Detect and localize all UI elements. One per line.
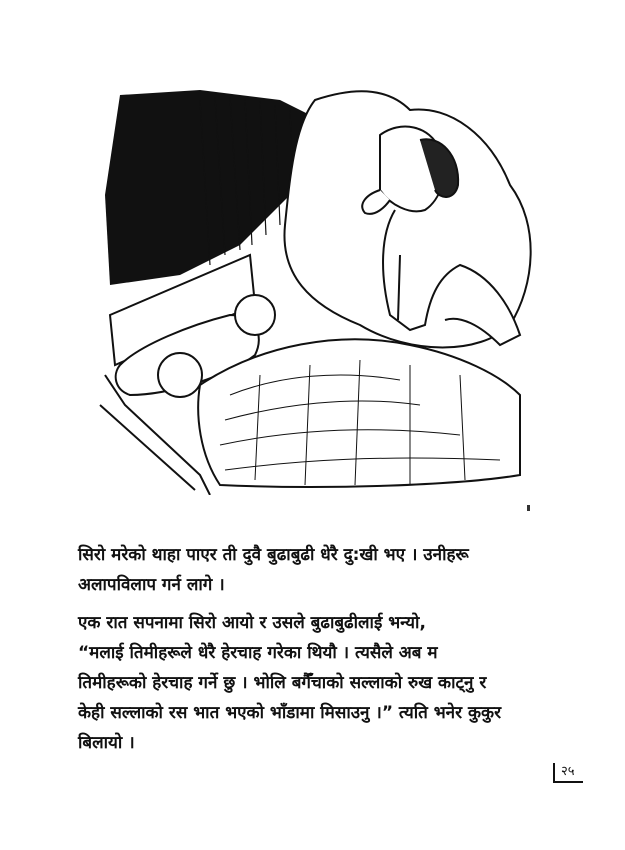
blanket — [198, 339, 520, 487]
text-line: तिमीहरूको हेरचाह गर्ने छु । भोलि बगैँचाको सल्लाको रुख काट्नु र — [78, 673, 487, 693]
page-number: २५ — [553, 763, 583, 783]
old-woman-head — [235, 295, 275, 335]
stray-mark — [527, 505, 530, 511]
paragraph-2 — [78, 608, 568, 758]
text-line: केही सल्लाको रस भात भएको भाँडामा मिसाउनु ।” त्यति भनेर कुकुर — [78, 703, 502, 723]
text-line: “मलाई तिमीहरूले धेरै हेरचाह गरेका थियौ । त्यसैले अब म — [78, 643, 438, 663]
paragraph-1 — [78, 540, 568, 600]
story-text — [78, 540, 568, 766]
text-line: सिरो मरेको थाहा पाएर ती दुवै बुढाबुढी धेरै दु:खी भए । उनीहरू — [78, 545, 469, 565]
illustration-sleeping-couple-dream-dog — [80, 75, 550, 495]
night-background — [105, 90, 310, 285]
text-line: अलापविलाप गर्न लागे । — [78, 575, 225, 595]
text-line: एक रात सपनामा सिरो आयो र उसले बुढाबुढीलाई भन्यो, — [78, 613, 426, 633]
old-man-head — [158, 353, 202, 397]
text-line: बिलायो । — [78, 733, 135, 753]
